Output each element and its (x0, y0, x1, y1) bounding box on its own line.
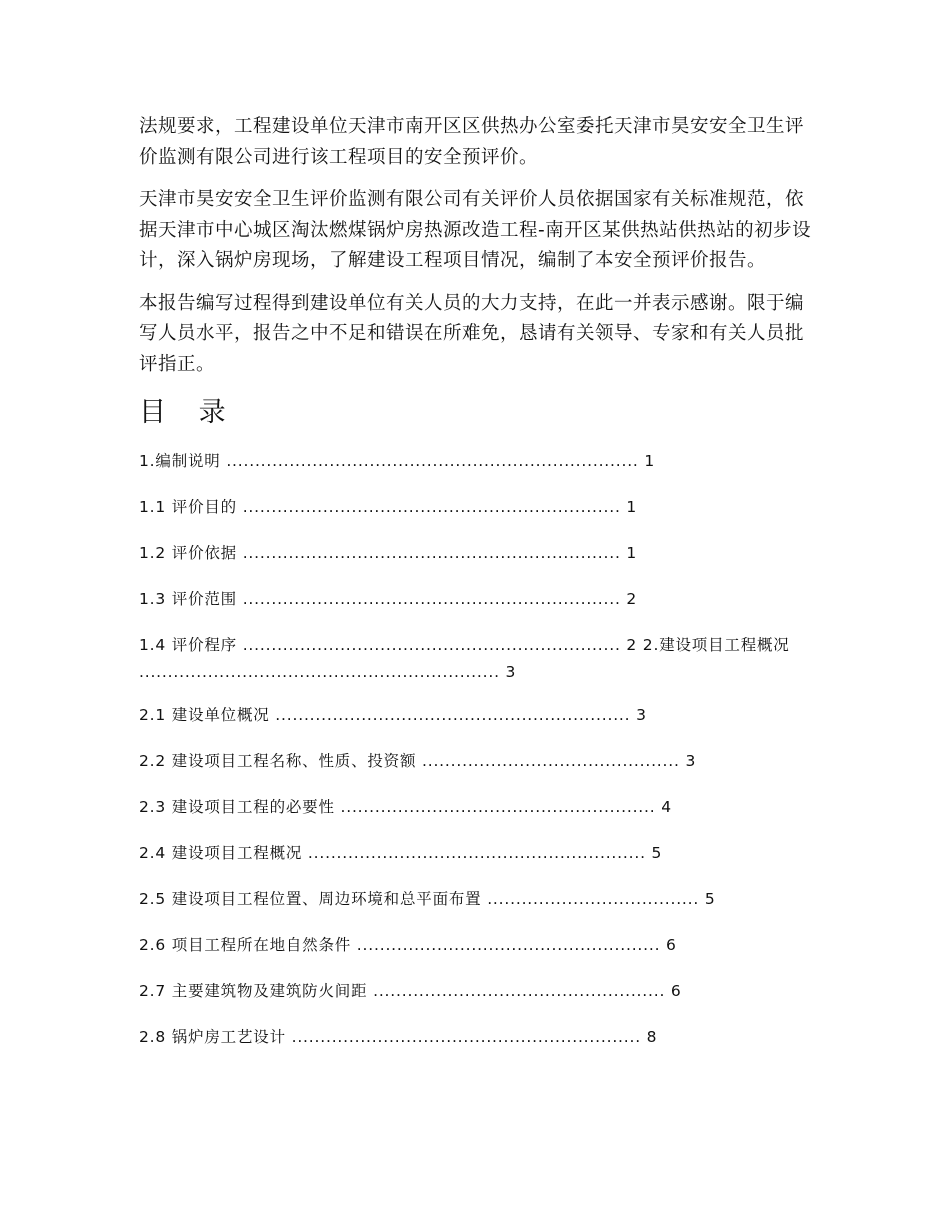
toc-entry[interactable]: 1.3 评价范围 .................................................................. 2 (139, 590, 638, 608)
body-paragraph-1: 法规要求，工程建设单位天津市南开区区供热办公室委托天津市昊安安全卫生评价监测有限公司进行该工程项目的安全预评价。 (139, 116, 805, 168)
toc-entry[interactable]: 2.8 锅炉房工艺设计 ............................................................. 8 (139, 1028, 658, 1046)
body-paragraph-3: 本报告编写过程得到建设单位有关人员的大力支持，在此一并表示感谢。限于编写人员水平，报告之中不足和错误在所难免，恳请有关领导、专家和有关人员批评指正。 (139, 292, 805, 375)
document-page (139, 112, 819, 1070)
toc-entry[interactable]: 1.2 评价依据 .................................................................. 1 (139, 544, 638, 562)
toc-entry[interactable]: 2.5 建设项目工程位置、周边环境和总平面布置 ..................................... 5 (139, 890, 716, 908)
toc-entry[interactable]: 1.4 评价程序 .................................................................. 2 2.建设项目工程概况 ............................................................... 3 (139, 636, 790, 681)
body-paragraph-2: 天津市昊安安全卫生评价监测有限公司有关评价人员依据国家有关标准规范，依据天津市中心城区淘汰燃煤锅炉房热源改造工程-南开区某供热站供热站的初步设计，深入锅炉房现场，了解建设工程项目情况，编制了本安全预评价报告。 (139, 189, 812, 271)
toc-entry[interactable]: 2.6 项目工程所在地自然条件 ..................................................... 6 (139, 936, 677, 954)
table-of-contents (139, 448, 819, 1051)
toc-entry[interactable]: 2.3 建设项目工程的必要性 ....................................................... 4 (139, 798, 672, 816)
toc-entry[interactable]: 1.1 评价目的 .................................................................. 1 (139, 498, 638, 516)
toc-entry[interactable]: 1.编制说明 ........................................................................ 1 (139, 452, 656, 470)
toc-entry[interactable]: 2.4 建设项目工程概况 ........................................................... 5 (139, 844, 663, 862)
toc-entry[interactable]: 2.7 主要建筑物及建筑防火间距 ................................................... 6 (139, 982, 682, 1000)
toc-title: 目 录 (139, 397, 238, 428)
toc-entry[interactable]: 2.1 建设单位概况 .............................................................. 3 (139, 706, 647, 724)
toc-entry[interactable]: 2.2 建设项目工程名称、性质、投资额 ............................................. 3 (139, 752, 697, 770)
